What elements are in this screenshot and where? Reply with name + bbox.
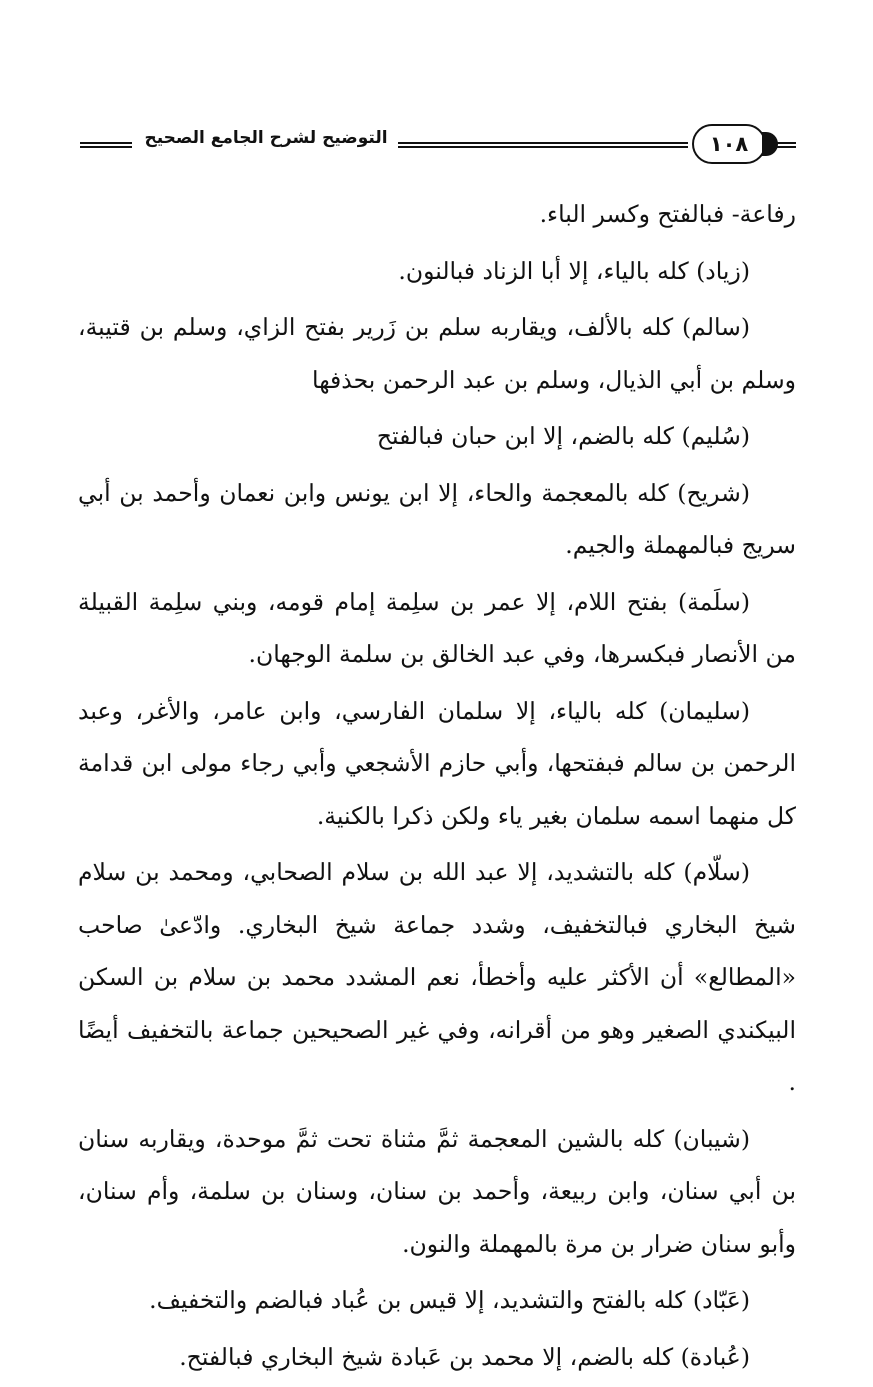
running-header — [80, 122, 796, 172]
paragraph-1: رفاعة- فبالفتح وكسر الباء. — [539, 200, 796, 228]
paragraph-7: (سليمان) كله بالياء، إلا سلمان الفارسي، وابن عامر، والأغر، وعبد الرحمن بن سالم فبفتحها، وأبي حازم الأشجعي وأبي رجاء مولى ابن قدامة كل منهما اسمه سلمان بغير ياء ولكن ذكرا بالكنية. — [78, 696, 796, 830]
paragraph-2: (زياد) كله بالياء، إلا أبا الزناد فبالنون. — [398, 256, 750, 285]
paragraph-9: (شيبان) كله بالشين المعجمة ثمَّ مثناة تحت ثمَّ موحدة، ويقاربه سنان بن أبي سنان، وابن ربيعة، وأحمد بن سنان، وسنان بن سلمة، وأم سنان، وأبو سنان ضرار بن مرة بالمهملة والنون. — [78, 1124, 796, 1258]
paragraph-8: (سلّام) كله بالتشديد، إلا عبد الله بن سلام الصحابي، ومحمد بن سلام شيخ البخاري فبالتخفيف، وشدد جماعة شيخ البخاري. وادّعىٰ صاحب «المطالع» أن الأكثر عليه وأخطأ، نعم المشدد محمد بن سلام بن السكن البيكندي الصغير وهو من أقرانه، وفي غير الصحيحين جماعة بالتخفيف أيضًا . — [78, 858, 796, 1096]
header-rule-left — [80, 142, 132, 148]
header-rule-right — [770, 142, 796, 148]
paragraph-4: (سُليم) كله بالضم، إلا ابن حبان فبالفتح — [376, 422, 750, 450]
paragraph-3: (سالم) كله بالألف، ويقاربه سلم بن زَرير بفتح الزاي، وسلم بن قتيبة، وسلم بن أبي الذيال، وسلم بن عبد الرحمن بحذفها — [78, 313, 796, 394]
paragraph-10: (عَبّاد) كله بالفتح والتشديد، إلا قيس بن عُباد فبالضم والتخفيف. — [149, 1286, 750, 1314]
paragraph-5: (شريح) كله بالمعجمة والحاء، إلا ابن يونس وابن نعمان وأحمد بن أبي سريج فبالمهملة والجيم. — [78, 478, 796, 559]
page-number: ١٠٨ — [692, 124, 766, 164]
paragraph-11: (عُبادة) كله بالضم، إلا محمد بن عَبادة شيخ البخاري فبالفتح. — [179, 1342, 750, 1371]
paragraph-6: (سلَمة) بفتح اللام، إلا عمر بن سلِمة إمام قومه، وبني سلِمة القبيلة من الأنصار فبكسرها، وفي عبد الخالق بن سلمة الوجهان. — [78, 587, 796, 668]
header-rule-middle — [398, 142, 688, 148]
running-title: التوضيح لشرح الجامع الصحيح — [144, 128, 388, 148]
page-body — [78, 188, 796, 1387]
